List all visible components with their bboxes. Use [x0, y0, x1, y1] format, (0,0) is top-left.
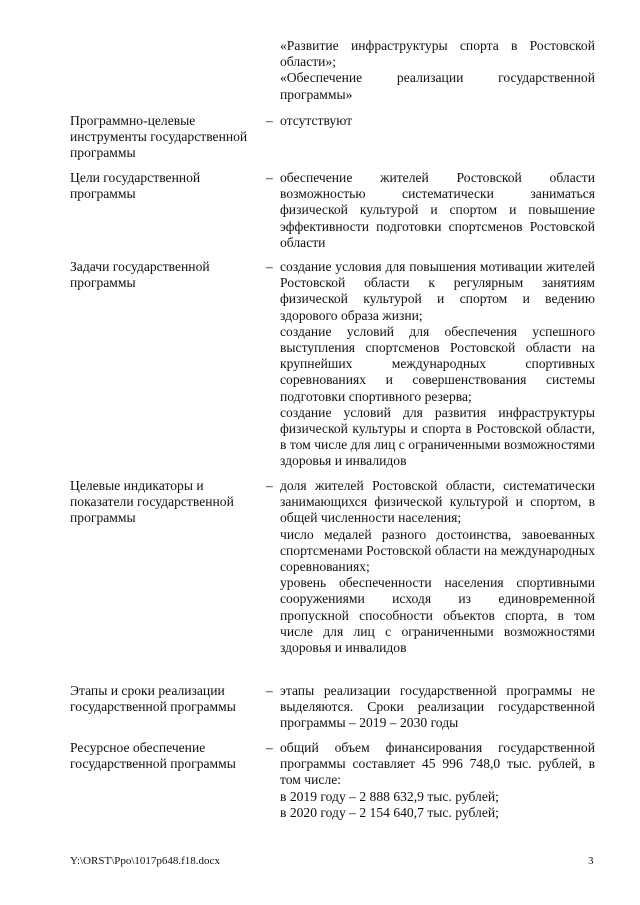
- row-content: [280, 259, 595, 470]
- row-paragraph: в 2019 году – 2 888 632,9 тыс. рублей;: [280, 788, 499, 804]
- continuation-block: [280, 38, 595, 103]
- continuation-line: «Развитие инфраструктуры спорта в Ростовской области»;: [280, 38, 595, 70]
- row-paragraph: создание условий для обеспечения успешного выступления спортсменов Ростовской области на крупнейших международных спортивных соревнованиях и совершенствования системы подготовки спортивного резерва;: [280, 323, 595, 404]
- row-paragraph: обеспечение жителей Ростовской области возможностью систематически заниматься физической культурой и спортом и повышение эффективности подготовки спортсменов Ростовской области: [280, 170, 595, 250]
- row-content: [280, 740, 595, 821]
- row-dash: –: [266, 478, 273, 493]
- row-dash: –: [266, 113, 273, 128]
- row-label: Целевые индикаторы и показатели государственной программы: [70, 478, 234, 526]
- row-dash: –: [266, 683, 273, 698]
- row-content: [280, 170, 595, 251]
- row-paragraph: этапы реализации государственной программы не выделяются. Сроки реализации государственной программы – 2019 – 2030 годы: [280, 683, 595, 731]
- row-paragraph: уровень обеспеченности населения спортивными сооружениями исходя из единовременной пропускной способности объектов спорта, в том числе для лиц с ограниченными возможностями здоровья и инвалидов: [280, 575, 595, 656]
- row-paragraph: создание условия для повышения мотивации жителей Ростовской области к регулярным занятиям физической культурой и спортом и ведению здорового образа жизни;: [280, 259, 595, 323]
- row-label: Этапы и сроки реализации государственной программы: [70, 683, 236, 715]
- page-number: 3: [588, 855, 594, 867]
- row-label: Цели государственной программы: [70, 170, 201, 202]
- row-paragraph: отсутствуют: [280, 113, 353, 128]
- row-dash: –: [266, 740, 273, 755]
- row-label: Ресурсное обеспечение государственной программы: [70, 740, 236, 772]
- row-content: [280, 683, 595, 732]
- footer-file-path: Y:\ORST\Ppo\1017p648.f18.docx: [70, 855, 220, 867]
- row-paragraph: доля жителей Ростовской области, систематически занимающихся физической культурой и спортом, в общей численности населения;: [280, 478, 595, 526]
- row-dash: –: [266, 259, 273, 274]
- row-content: [280, 478, 595, 656]
- row-paragraph: создание условий для развития инфраструктуры физической культуры и спорта в Ростовской области, в том числе для лиц с ограниченными возможностями здоровья и инвалидов: [280, 404, 595, 469]
- row-label: Программно-целевые инструменты государственной программы: [70, 113, 248, 161]
- row-dash: –: [266, 170, 273, 185]
- row-paragraph: в 2020 году – 2 154 640,7 тыс. рублей;: [280, 804, 499, 820]
- row-paragraph: число медалей разного достоинства, завоеванных спортсменами Ростовской области на международных соревнованиях;: [280, 526, 595, 575]
- row-content: [280, 113, 595, 129]
- row-label: Задачи государственной программы: [70, 259, 210, 291]
- row-paragraph: общий объем финансирования государственной программы составляет 45 996 748,0 тыс. рублей, в том числе:: [280, 740, 595, 788]
- continuation-line: «Обеспечение реализации государственной программы»: [280, 70, 595, 102]
